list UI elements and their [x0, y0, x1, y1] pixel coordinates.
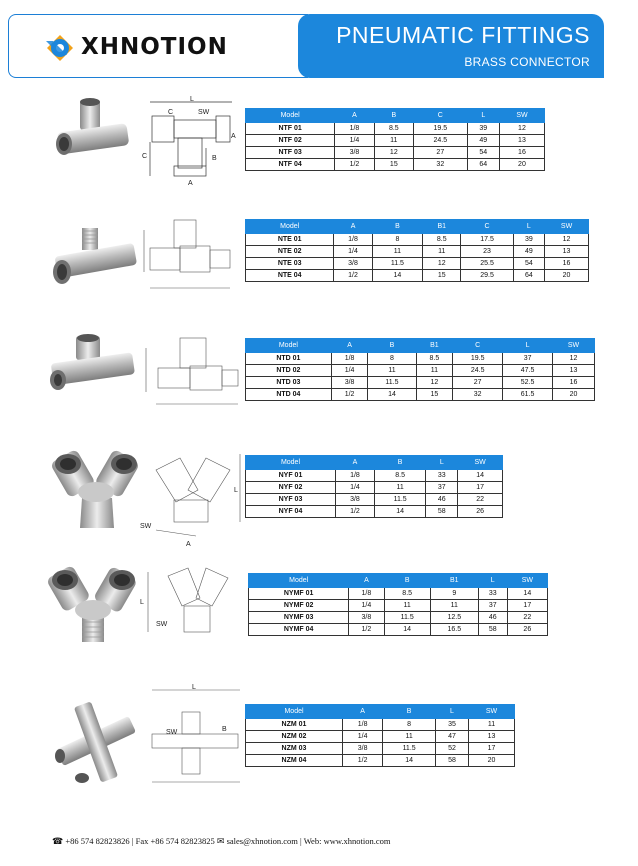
value-cell: 1/2 — [335, 159, 374, 171]
product-photo-nte — [48, 222, 140, 294]
dim-label-c: C — [168, 109, 174, 116]
value-cell: 17 — [507, 600, 547, 612]
model-cell: NTD 03 — [246, 377, 332, 389]
footer-web[interactable]: Web: www.xhnotion.com — [303, 836, 391, 846]
table-row — [246, 377, 595, 389]
value-cell: 39 — [467, 123, 499, 135]
column-header: B1 — [416, 339, 453, 353]
column-header: C — [414, 109, 468, 123]
value-cell: 33 — [478, 588, 507, 600]
model-cell: NYF 04 — [246, 506, 336, 518]
table-row — [246, 258, 589, 270]
value-cell: 3/8 — [335, 147, 374, 159]
value-cell: 19.5 — [414, 123, 468, 135]
model-cell: NTD 04 — [246, 389, 332, 401]
value-cell: 20 — [468, 755, 514, 767]
table-row — [246, 743, 515, 755]
column-header: Model — [249, 574, 349, 588]
technical-drawing-nzm — [144, 682, 244, 788]
value-cell: 17 — [468, 743, 514, 755]
column-header: L — [503, 339, 553, 353]
value-cell: 37 — [503, 353, 553, 365]
model-cell: NZM 01 — [246, 719, 343, 731]
table-header-row — [246, 456, 503, 470]
model-cell: NZM 02 — [246, 731, 343, 743]
value-cell: 1/2 — [349, 624, 384, 636]
column-header: B1 — [423, 220, 461, 234]
table-row — [249, 600, 548, 612]
value-cell: 37 — [478, 600, 507, 612]
table-header-row — [246, 220, 589, 234]
footer-fax: Fax +86 574 82823825 — [135, 836, 215, 846]
model-cell: NTE 01 — [246, 234, 334, 246]
value-cell: 58 — [426, 506, 458, 518]
column-header: B — [374, 456, 425, 470]
column-header: A — [334, 220, 372, 234]
value-cell: 24.5 — [453, 365, 503, 377]
value-cell: 15 — [374, 159, 413, 171]
model-cell: NZM 03 — [246, 743, 343, 755]
value-cell: 8 — [368, 353, 416, 365]
table-row — [246, 506, 503, 518]
column-header: A — [343, 705, 383, 719]
value-cell: 3/8 — [343, 743, 383, 755]
value-cell: 14 — [383, 755, 436, 767]
value-cell: 1/8 — [335, 470, 374, 482]
value-cell: 26 — [507, 624, 547, 636]
table-row — [246, 719, 515, 731]
value-cell: 8.5 — [416, 353, 453, 365]
column-header: SW — [553, 339, 595, 353]
value-cell: 20 — [545, 270, 589, 282]
model-cell: NYMF 03 — [249, 612, 349, 624]
column-header: B — [372, 220, 422, 234]
value-cell: 17.5 — [461, 234, 513, 246]
value-cell: 61.5 — [503, 389, 553, 401]
value-cell: 11 — [430, 600, 478, 612]
spec-table-nte — [245, 219, 589, 282]
value-cell: 11 — [384, 600, 430, 612]
value-cell: 13 — [468, 731, 514, 743]
value-cell: 35 — [436, 719, 469, 731]
value-cell: 1/8 — [331, 353, 368, 365]
table-row — [249, 588, 548, 600]
value-cell: 13 — [553, 365, 595, 377]
value-cell: 3/8 — [335, 494, 374, 506]
dim-label-l: L — [234, 487, 238, 494]
value-cell: 1/8 — [349, 588, 384, 600]
dim-label-l: L — [190, 96, 194, 103]
footer-phone: +86 574 82823826 — [65, 836, 130, 846]
value-cell: 1/4 — [335, 482, 374, 494]
model-cell: NYMF 01 — [249, 588, 349, 600]
table-row — [246, 470, 503, 482]
table-row — [246, 365, 595, 377]
value-cell: 11 — [423, 246, 461, 258]
spec-table-nymf — [248, 573, 548, 636]
table-row — [246, 123, 545, 135]
value-cell: 27 — [453, 377, 503, 389]
value-cell: 46 — [478, 612, 507, 624]
column-header: B — [384, 574, 430, 588]
value-cell: 12 — [499, 123, 544, 135]
value-cell: 3/8 — [349, 612, 384, 624]
value-cell: 11 — [368, 365, 416, 377]
value-cell: 11.5 — [374, 494, 425, 506]
column-header: Model — [246, 339, 332, 353]
spec-table-nzm — [245, 704, 515, 767]
column-header: A — [349, 574, 384, 588]
phone-icon: ☎ — [52, 836, 64, 846]
value-cell: 1/4 — [349, 600, 384, 612]
table-row — [249, 624, 548, 636]
value-cell: 3/8 — [331, 377, 368, 389]
value-cell: 11.5 — [383, 743, 436, 755]
model-cell: NYF 03 — [246, 494, 336, 506]
model-cell: NTF 01 — [246, 123, 335, 135]
dim-label-sw: SW — [166, 729, 178, 736]
value-cell: 12 — [374, 147, 413, 159]
model-cell: NTD 02 — [246, 365, 332, 377]
value-cell: 8 — [383, 719, 436, 731]
value-cell: 64 — [467, 159, 499, 171]
value-cell: 46 — [426, 494, 458, 506]
column-header: B — [374, 109, 413, 123]
column-header: SW — [458, 456, 503, 470]
table-row — [246, 731, 515, 743]
value-cell: 1/4 — [335, 135, 374, 147]
brand-name: XHNOTION — [81, 34, 228, 60]
column-header: A — [335, 109, 374, 123]
value-cell: 27 — [414, 147, 468, 159]
dim-label-sw: SW — [140, 523, 152, 530]
logo-panel — [8, 14, 308, 78]
value-cell: 1/2 — [334, 270, 372, 282]
value-cell: 15 — [423, 270, 461, 282]
page-title: PNEUMATIC FITTINGS — [336, 22, 590, 48]
value-cell: 3/8 — [334, 258, 372, 270]
value-cell: 54 — [467, 147, 499, 159]
value-cell: 12 — [416, 377, 453, 389]
model-cell: NTE 02 — [246, 246, 334, 258]
column-header: B — [383, 705, 436, 719]
table-row — [246, 270, 589, 282]
value-cell: 20 — [499, 159, 544, 171]
dim-label-a2: A — [188, 180, 193, 186]
footer-email[interactable]: sales@xhnotion.com — [226, 836, 298, 846]
value-cell: 9 — [430, 588, 478, 600]
value-cell: 1/4 — [343, 731, 383, 743]
value-cell: 12 — [423, 258, 461, 270]
column-header: L — [436, 705, 469, 719]
product-photo-ntf — [52, 98, 132, 168]
product-photo-ntd — [46, 332, 138, 402]
value-cell: 1/2 — [343, 755, 383, 767]
value-cell: 11.5 — [372, 258, 422, 270]
value-cell: 24.5 — [414, 135, 468, 147]
technical-drawing-ntd — [136, 330, 246, 412]
table-row — [246, 234, 589, 246]
column-header: L — [467, 109, 499, 123]
value-cell: 33 — [426, 470, 458, 482]
value-cell: 12.5 — [430, 612, 478, 624]
model-cell: NTD 01 — [246, 353, 332, 365]
dim-label-sw: SW — [198, 109, 210, 116]
value-cell: 54 — [513, 258, 544, 270]
value-cell: 23 — [461, 246, 513, 258]
value-cell: 1/8 — [343, 719, 383, 731]
value-cell: 39 — [513, 234, 544, 246]
technical-drawing-nymf — [140, 562, 245, 652]
technical-drawing-ntf — [140, 96, 242, 186]
value-cell: 11 — [383, 731, 436, 743]
value-cell: 47 — [436, 731, 469, 743]
table-row — [246, 755, 515, 767]
value-cell: 47.5 — [503, 365, 553, 377]
dim-label-sw: SW — [156, 621, 168, 628]
column-header: A — [335, 456, 374, 470]
column-header: L — [513, 220, 544, 234]
spec-table-ntf — [245, 108, 545, 171]
footer-separator: | — [131, 836, 136, 846]
dim-label-b: B — [212, 155, 217, 162]
dim-label-b: B — [222, 726, 227, 733]
table-header-row — [249, 574, 548, 588]
column-header: Model — [246, 705, 343, 719]
column-header: C — [453, 339, 503, 353]
column-header: Model — [246, 456, 336, 470]
column-header: SW — [468, 705, 514, 719]
spec-table-ntd — [245, 338, 595, 401]
value-cell: 8.5 — [384, 588, 430, 600]
column-header: L — [478, 574, 507, 588]
value-cell: 29.5 — [461, 270, 513, 282]
value-cell: 11.5 — [368, 377, 416, 389]
spec-table-nyf — [245, 455, 503, 518]
product-photo-nyf — [52, 448, 142, 536]
value-cell: 14 — [458, 470, 503, 482]
table-row — [249, 612, 548, 624]
value-cell: 52 — [436, 743, 469, 755]
value-cell: 37 — [426, 482, 458, 494]
value-cell: 11 — [372, 246, 422, 258]
value-cell: 14 — [372, 270, 422, 282]
model-cell: NTF 02 — [246, 135, 335, 147]
value-cell: 14 — [384, 624, 430, 636]
value-cell: 1/4 — [334, 246, 372, 258]
model-cell: NYMF 02 — [249, 600, 349, 612]
value-cell: 8.5 — [374, 123, 413, 135]
value-cell: 26 — [458, 506, 503, 518]
value-cell: 19.5 — [453, 353, 503, 365]
value-cell: 15 — [416, 389, 453, 401]
value-cell: 25.5 — [461, 258, 513, 270]
value-cell: 14 — [368, 389, 416, 401]
column-header: L — [426, 456, 458, 470]
value-cell: 1/8 — [335, 123, 374, 135]
value-cell: 16 — [553, 377, 595, 389]
model-cell: NYMF 04 — [249, 624, 349, 636]
value-cell: 64 — [513, 270, 544, 282]
value-cell: 20 — [553, 389, 595, 401]
column-header: SW — [545, 220, 589, 234]
table-header-row — [246, 705, 515, 719]
model-cell: NTE 03 — [246, 258, 334, 270]
contact-footer — [52, 836, 391, 847]
model-cell: NTF 04 — [246, 159, 335, 171]
value-cell: 1/2 — [331, 389, 368, 401]
dim-label-a: A — [231, 133, 236, 140]
value-cell: 16.5 — [430, 624, 478, 636]
value-cell: 13 — [545, 246, 589, 258]
table-header-row — [246, 109, 545, 123]
value-cell: 1/8 — [334, 234, 372, 246]
value-cell: 11 — [374, 482, 425, 494]
dim-label-l: L — [140, 599, 144, 606]
table-row — [246, 389, 595, 401]
model-cell: NYF 01 — [246, 470, 336, 482]
table-row — [246, 135, 545, 147]
column-header: B — [368, 339, 416, 353]
value-cell: 1/4 — [331, 365, 368, 377]
value-cell: 8.5 — [423, 234, 461, 246]
table-row — [246, 147, 545, 159]
value-cell: 14 — [374, 506, 425, 518]
value-cell: 11 — [468, 719, 514, 731]
table-row — [246, 246, 589, 258]
value-cell: 8.5 — [374, 470, 425, 482]
value-cell: 32 — [453, 389, 503, 401]
table-row — [246, 353, 595, 365]
column-header: SW — [499, 109, 544, 123]
table-row — [246, 159, 545, 171]
value-cell: 11 — [416, 365, 453, 377]
model-cell: NTF 03 — [246, 147, 335, 159]
column-header: Model — [246, 220, 334, 234]
value-cell: 49 — [513, 246, 544, 258]
technical-drawing-nte — [130, 210, 240, 300]
product-photo-nzm — [52, 700, 140, 784]
table-row — [246, 482, 503, 494]
value-cell: 17 — [458, 482, 503, 494]
value-cell: 32 — [414, 159, 468, 171]
value-cell: 58 — [478, 624, 507, 636]
email-icon: ✉ — [216, 836, 225, 846]
column-header: B1 — [430, 574, 478, 588]
table-row — [246, 494, 503, 506]
brand-logo-icon — [43, 31, 77, 65]
table-header-row — [246, 339, 595, 353]
column-header: C — [461, 220, 513, 234]
title-banner — [298, 14, 604, 78]
column-header: Model — [246, 109, 335, 123]
model-cell: NZM 04 — [246, 755, 343, 767]
footer-separator: | — [300, 836, 304, 846]
value-cell: 11.5 — [384, 612, 430, 624]
value-cell: 16 — [499, 147, 544, 159]
value-cell: 14 — [507, 588, 547, 600]
value-cell: 13 — [499, 135, 544, 147]
value-cell: 22 — [458, 494, 503, 506]
page-subtitle: BRASS CONNECTOR — [464, 55, 590, 69]
model-cell: NYF 02 — [246, 482, 336, 494]
value-cell: 1/2 — [335, 506, 374, 518]
technical-drawing-nyf — [136, 450, 246, 550]
value-cell: 12 — [553, 353, 595, 365]
value-cell: 22 — [507, 612, 547, 624]
value-cell: 52.5 — [503, 377, 553, 389]
dim-label-a: A — [186, 541, 191, 548]
page-header — [8, 14, 630, 78]
value-cell: 12 — [545, 234, 589, 246]
model-cell: NTE 04 — [246, 270, 334, 282]
column-header: SW — [507, 574, 547, 588]
value-cell: 16 — [545, 258, 589, 270]
value-cell: 11 — [374, 135, 413, 147]
product-photo-nymf — [48, 564, 140, 646]
value-cell: 49 — [467, 135, 499, 147]
value-cell: 8 — [372, 234, 422, 246]
dim-label-l: L — [192, 684, 196, 691]
value-cell: 58 — [436, 755, 469, 767]
column-header: A — [331, 339, 368, 353]
dim-label-c2: C — [142, 153, 148, 160]
